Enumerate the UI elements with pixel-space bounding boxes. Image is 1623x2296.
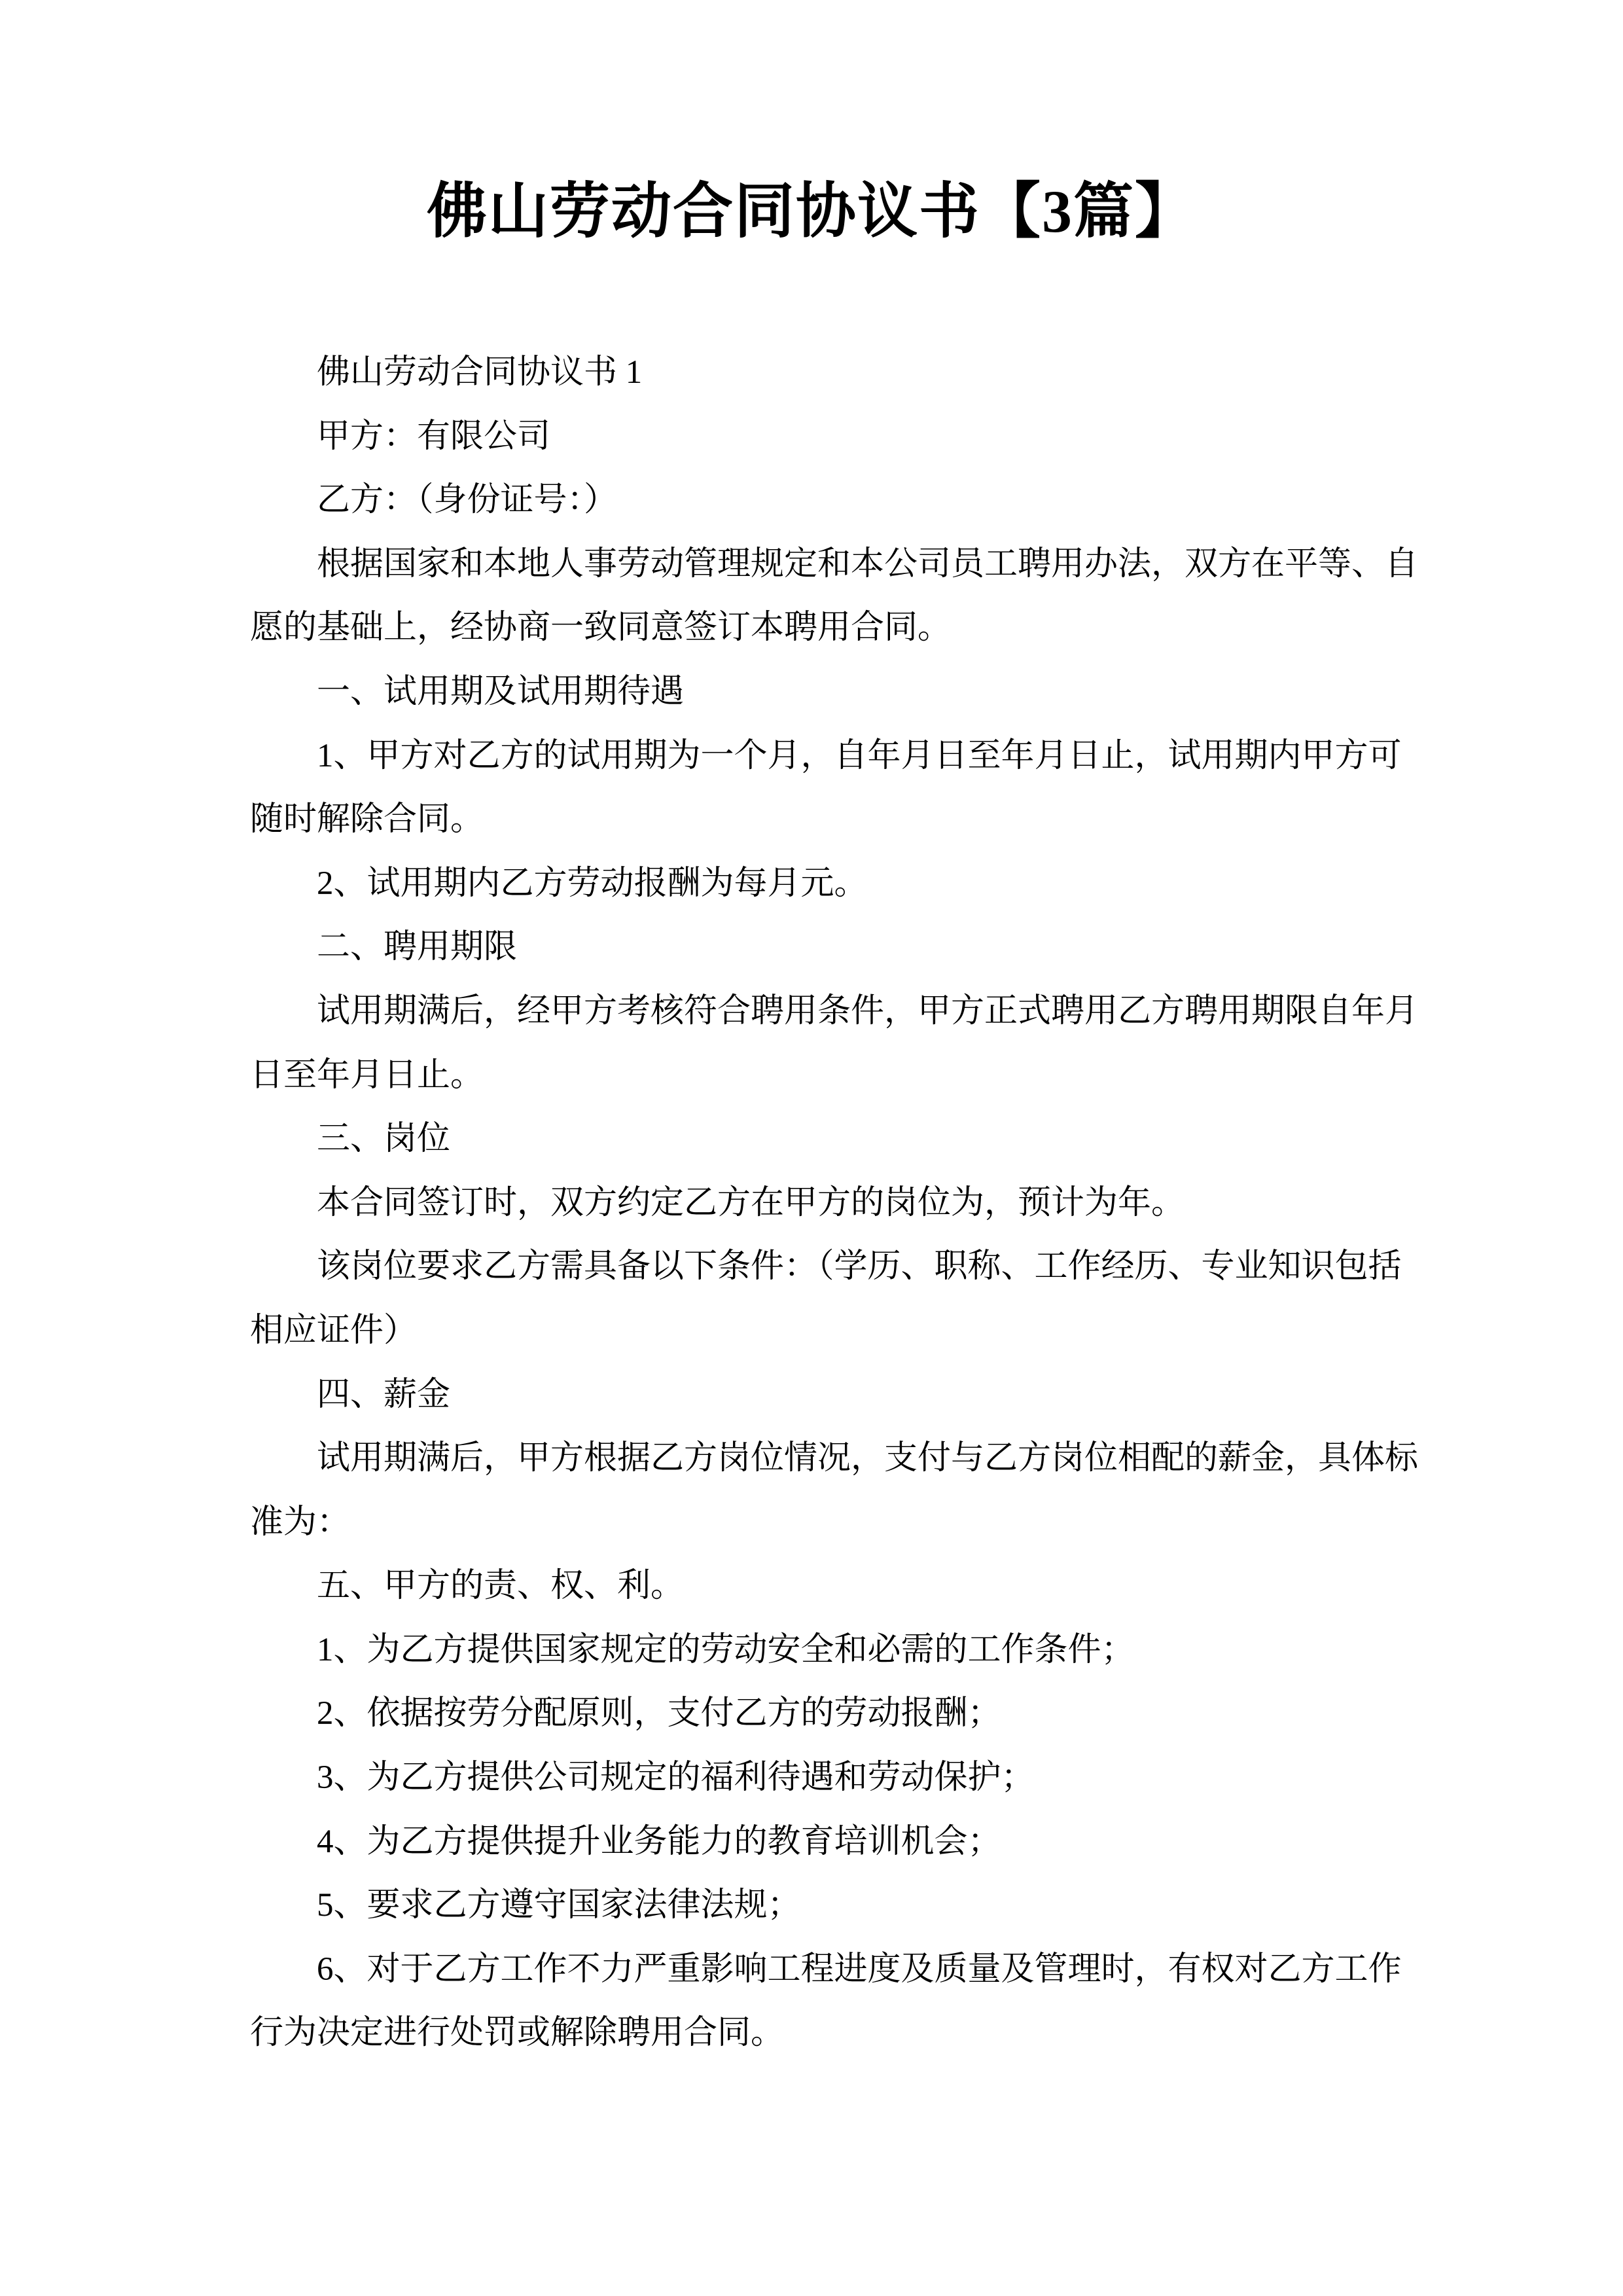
contract-line: 5、要求乙方遵守国家法律法规； [317, 1887, 801, 1924]
contract-line: 本合同签订时，双方约定乙方在甲方的岗位为，预计为年。 [317, 1184, 1185, 1221]
contract-line: 甲方：有限公司 [317, 418, 551, 455]
contract-line: 乙方：（身份证号：） [317, 482, 618, 519]
document-title: 佛山劳动合同协议书【3篇】 [426, 178, 1196, 245]
contract-line: 愿的基础上，经协商一致同意签订本聘用合同。 [250, 609, 952, 647]
contract-line: 五、甲方的责、权、利。 [317, 1568, 685, 1605]
contract-line: 行为决定进行处罚或解除聘用合同。 [250, 2015, 785, 2052]
contract-line: 三、岗位 [317, 1121, 451, 1158]
contract-line: 6、对于乙方工作不力严重影响工程进度及质量及管理时，有权对乙方工作 [317, 1950, 1402, 1988]
contract-line: 试用期满后，经甲方考核符合聘用条件，甲方正式聘用乙方聘用期限自年月 [317, 992, 1419, 1030]
contract-line: 佛山劳动合同协议书 1 [317, 354, 643, 391]
contract-line: 根据国家和本地人事劳动管理规定和本公司员工聘用办法，双方在平等、自 [317, 545, 1419, 583]
contract-line: 准为： [250, 1503, 351, 1541]
contract-line: 二、聘用期限 [317, 929, 518, 966]
contract-line: 随时解除合同。 [250, 801, 484, 838]
contract-line: 1、为乙方提供国家规定的劳动安全和必需的工作条件； [317, 1631, 1135, 1668]
contract-line: 2、试用期内乙方劳动报酬为每月元。 [317, 865, 868, 902]
contract-line: 相应证件） [250, 1312, 418, 1349]
contract-body [250, 341, 1419, 2066]
contract-line: 2、依据按劳分配原则，支付乙方的劳动报酬； [317, 1695, 1001, 1732]
contract-line: 1、甲方对乙方的试用期为一个月，自年月日至年月日止，试用期内甲方可 [317, 737, 1402, 774]
contract-line: 该岗位要求乙方需具备以下条件：（学历、职称、工作经历、专业知识包括 [317, 1248, 1402, 1285]
contract-line: 4、为乙方提供提升业务能力的教育培训机会； [317, 1823, 1001, 1860]
contract-line: 3、为乙方提供公司规定的福利待遇和劳动保护； [317, 1759, 1035, 1797]
contract-line: 试用期满后，甲方根据乙方岗位情况，支付与乙方岗位相配的薪金，具体标 [317, 1440, 1419, 1477]
contract-line: 一、试用期及试用期待遇 [317, 673, 685, 710]
contract-line: 四、薪金 [317, 1376, 451, 1413]
contract-line: 日至年月日止。 [250, 1056, 484, 1094]
